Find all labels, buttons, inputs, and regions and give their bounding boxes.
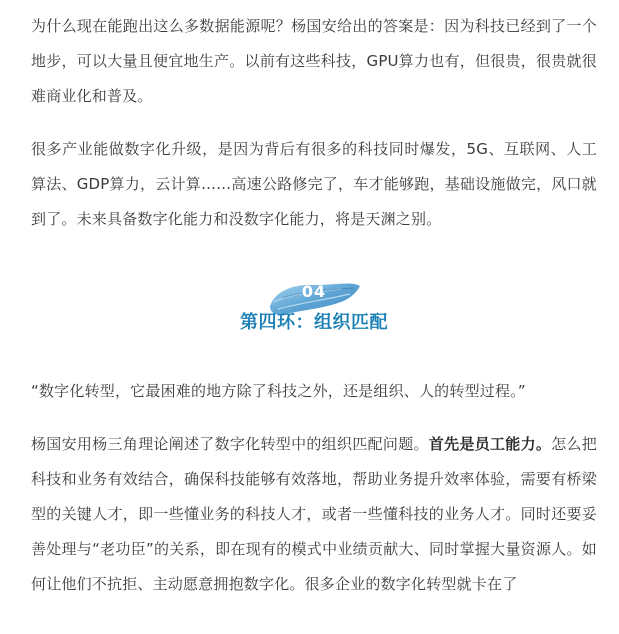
section-title: 第四环：组织匹配 — [240, 312, 388, 333]
quote-paragraph: “数字化转型，它最困难的地方除了科技之外，还是组织、人的转型过程。” — [31, 382, 526, 400]
paragraph-data-energy: 为什么现在能跑出这么多数据能源呢？杨国安给出的答案是：因为科技已经到了一个地步，可以大量且便宜地生产。以前有这些科技，GPU算力也有，但很贵，很贵就很难商业化和普及。 — [31, 17, 597, 105]
article-body — [31, 9, 597, 602]
paragraph-organization-match — [31, 427, 597, 602]
bold-highlight: 首先是员工能力。 — [428, 435, 552, 453]
section-number: 04 — [301, 282, 327, 301]
paragraph-lead-text: 杨国安用杨三角理论阐述了数字化转型中的组织匹配问题。 — [31, 435, 429, 453]
paragraph-digital-upgrade: 很多产业能做数字化升级，是因为背后有很多的科技同时爆发，5G、互联网、人工算法、GDP算力，云计算……高速公路修完了，车才能够跑，基础设施做完，风口就到了。未来具备数字化能力和没数字化能力，将是天渊之别。 — [31, 140, 597, 228]
section-header — [31, 276, 597, 368]
paragraph-rest-text: 怎么把科技和业务有效结合，确保科技能够有效落地，帮助业务提升效率体验，需要有桥梁型的关键人才，即一些懂业务的科技人才，或者一些懂科技的业务人才。同时还要妥善处理与“老功臣”的关系，即在现有的模式中业绩贡献大、同时掌握大量资源人。如何让他们不抗拒、主动愿意拥抱数字化。很多企业的数字化转型就卡在了 — [31, 435, 598, 593]
